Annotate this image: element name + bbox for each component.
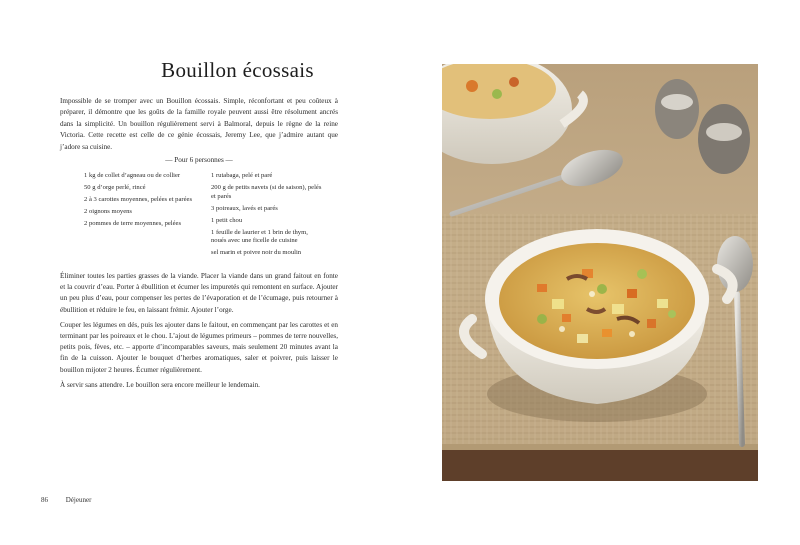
method-paragraph: Éliminer toutes les parties grasses de la viande. Placer la viande dans un grand faitout en fonte et la couvrir d’eau. Porter à ébullition et écumer les impuretés qui remontent en surface. Ajouter un peu plus d’eau, pour compenser les pertes de l’évaporation et de l’écumage, puis retourner à ébullition et réduire le feu, en laissant frémir. Ajouter l’orge. xyxy=(60,272,338,314)
ingredient-item: 1 kg de collet d’agneau ou de collier xyxy=(84,172,181,179)
ingredient-item: 2 oignons moyens xyxy=(84,207,132,215)
ingredient-item: 2 à 3 carottes moyennes, pelées et parées xyxy=(84,195,193,203)
ingredient-item: 3 poireaux, lavés et parés xyxy=(211,204,278,212)
soup-photo xyxy=(442,64,758,481)
ingredient-item: 50 g d’orge perlé, rincé xyxy=(84,183,146,191)
method-paragraph: À servir sans attendre. Le bouillon sera encore meilleur le lendemain. xyxy=(60,380,260,389)
recipe-method xyxy=(60,271,338,395)
section-name: Déjeuner xyxy=(65,496,92,504)
page-number: 86 xyxy=(41,496,48,504)
ingredient-item: 1 feuille de laurier et 1 brin de thym, noués avec une ficelle de cuisine xyxy=(211,228,308,245)
recipe-intro: Impossible de se tromper avec un Bouillon écossais. Simple, réconfortant et peu coûteux à préparer, il démontre que les goûts de la famille royale peuvent aussi être résolument ancrés dans la simplicité. Un bouillon régulièrement servi à Balmoral, depuis le règne de la reine Victoria. Cette recette est celle de ce génie écossais, Jeremy Lee, que j’admire autant que j’adore sa cuisine. xyxy=(60,97,338,151)
ingredient-item: sel marin et poivre noir du moulin xyxy=(211,249,302,257)
ingredient-item: 2 pommes de terre moyennes, pelées xyxy=(84,219,182,227)
page-footer xyxy=(41,496,91,504)
method-paragraph: Couper les légumes en dés, puis les ajouter dans le faitout, en commençant par les carottes et en terminant par les poireaux et le chou. L’ajout de légumes primeurs – pommes de terre nouvelles, petits pois, fèves, etc. – apporte d’incomparables saveurs, mais seulement 20 minutes avant la fin de la cuisson. Ajouter le bouquet d’herbes aromatiques, saler et poivrer, puis laisser le bouillon mijoter 2 heures. Écumer régulièrement. xyxy=(60,320,338,374)
servings-line: — Pour 6 personnes — xyxy=(165,156,233,164)
ingredients-right-column xyxy=(211,172,323,261)
soup-photo-illustration xyxy=(442,64,758,481)
ingredient-item: 1 rutabaga, pelé et paré xyxy=(211,172,273,179)
ingredient-item: 1 petit chou xyxy=(211,216,243,224)
recipe-title: Bouillon écossais xyxy=(161,58,314,82)
ingredient-item: 200 g de petits navets (si de saison), pelés et parés xyxy=(211,183,322,200)
ingredients-left-column xyxy=(84,172,194,232)
